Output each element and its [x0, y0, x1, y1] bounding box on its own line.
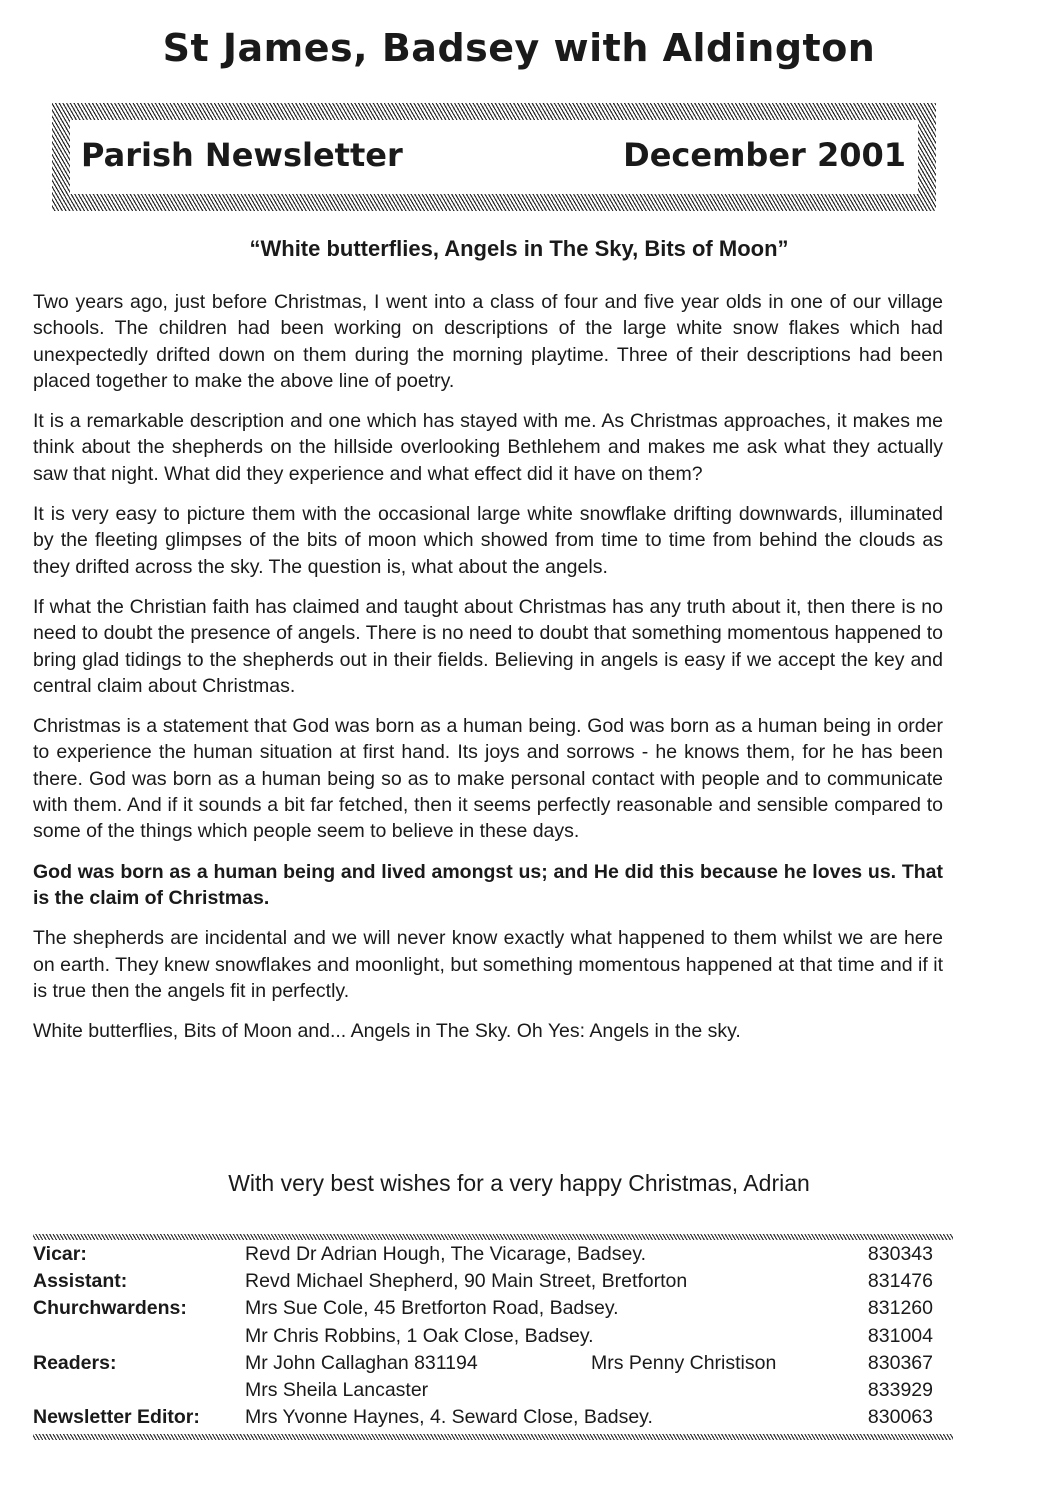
article-body — [33, 289, 943, 1058]
contacts-table — [33, 1241, 933, 1431]
contact-row — [33, 1377, 933, 1404]
contact-detail: Revd Michael Shepherd, 90 Main Street, Bretforton — [245, 1270, 688, 1293]
article-emphasis-paragraph: God was born as a human being and lived amongst us; and He did this because he loves us. That is the claim of Christmas. — [33, 860, 943, 909]
contact-row — [33, 1241, 933, 1268]
contact-phone: 831476 — [867, 1270, 933, 1293]
contact-row — [33, 1323, 933, 1350]
issue-date: December 2001 — [623, 136, 906, 174]
contact-phone: 831260 — [867, 1297, 933, 1320]
article-paragraph: It is a remarkable description and one which has stayed with me. As Christmas approaches, it makes me think about the shepherds on the hillside overlooking Bethlehem and makes me ask what they actually saw that night. What did they experience and what effect did it have on them? — [33, 410, 943, 485]
contact-role: Readers: — [33, 1351, 117, 1374]
newsletter-banner — [52, 103, 936, 211]
contact-detail-secondary: Mrs Penny Christison — [591, 1351, 777, 1374]
contact-role: Newsletter Editor: — [33, 1406, 200, 1429]
contact-detail: Mr John Callaghan 831194 — [245, 1351, 478, 1374]
contact-phone: 831004 — [867, 1324, 933, 1347]
article-closing-line: White butterflies, Bits of Moon and... Angels in The Sky. Oh Yes: Angels in the sky. — [33, 1020, 741, 1043]
contact-row — [33, 1268, 933, 1295]
article-paragraph: The shepherds are incidental and we will never know exactly what happened to them whilst we are here on earth. They knew snowflakes and moonlight, but something momentous happened at that time and if it is true then the angels fit in perfectly. — [33, 927, 943, 1002]
contact-phone: 830367 — [867, 1351, 933, 1374]
contact-row — [33, 1350, 933, 1377]
article-headline: “White butterflies, Angels in The Sky, Bits of Moon” — [249, 236, 789, 261]
contacts-bottom-divider — [33, 1434, 953, 1440]
contact-role: Vicar: — [33, 1243, 87, 1265]
article-paragraph: Two years ago, just before Christmas, I went into a class of four and five year olds in one of our village schools. The children had been working on descriptions of the large white snow flakes which had unexpectedly drifted down on them during the morning playtime. Three of their descriptions had been placed together to make the above line of poetry. — [33, 291, 943, 392]
contact-detail: Revd Dr Adrian Hough, The Vicarage, Badsey. — [245, 1243, 647, 1265]
newsletter-label: Parish Newsletter — [81, 136, 403, 174]
article-paragraph: If what the Christian faith has claimed and taught about Christmas has any truth about it, then there is no need to doubt the presence of angels. There is no need to doubt that something momentous happened to bring glad tidings to the shepherds out in their fields. Believing in angels is easy if we accept the key and central claim about Christmas. — [33, 595, 943, 697]
contact-detail: Mrs Sheila Lancaster — [245, 1378, 429, 1401]
contact-detail: Mr Chris Robbins, 1 Oak Close, Badsey. — [245, 1324, 594, 1347]
contact-detail: Mrs Sue Cole, 45 Bretforton Road, Badsey. — [245, 1297, 619, 1320]
contact-row — [33, 1295, 933, 1322]
contact-role: Churchwardens: — [33, 1297, 187, 1320]
contact-row — [33, 1404, 933, 1431]
contact-phone: 833929 — [867, 1378, 933, 1401]
contact-detail: Mrs Yvonne Haynes, 4. Seward Close, Badsey. — [245, 1406, 653, 1429]
contact-role: Assistant: — [33, 1270, 128, 1293]
parish-title: St James, Badsey with Aldington — [162, 26, 876, 70]
article-paragraph: Christmas is a statement that God was born as a human being. God was born as a human being in order to experience the human situation at first hand. Its joys and sorrows - he knows them, for he has been there. God was born as a human being so as to make personal contact with people and to communicate with them. And if it sounds a bit far fetched, then it seems perfectly reasonable and sensible compared to some of the things which people seem to believe in these days. — [33, 715, 943, 843]
article-paragraph: It is very easy to picture them with the occasional large white snowflake drifting downwards, illuminated by the fleeting glimpses of the bits of moon which showed from time to time from behind the clouds as they drifted across the sky. The question is, what about the angels. — [33, 503, 943, 578]
contacts-top-divider — [33, 1234, 953, 1240]
contact-phone: 830343 — [867, 1243, 933, 1265]
signoff: With very best wishes for a very happy Christmas, Adrian — [228, 1170, 810, 1196]
contact-phone: 830063 — [867, 1406, 933, 1429]
banner-box — [70, 120, 918, 194]
